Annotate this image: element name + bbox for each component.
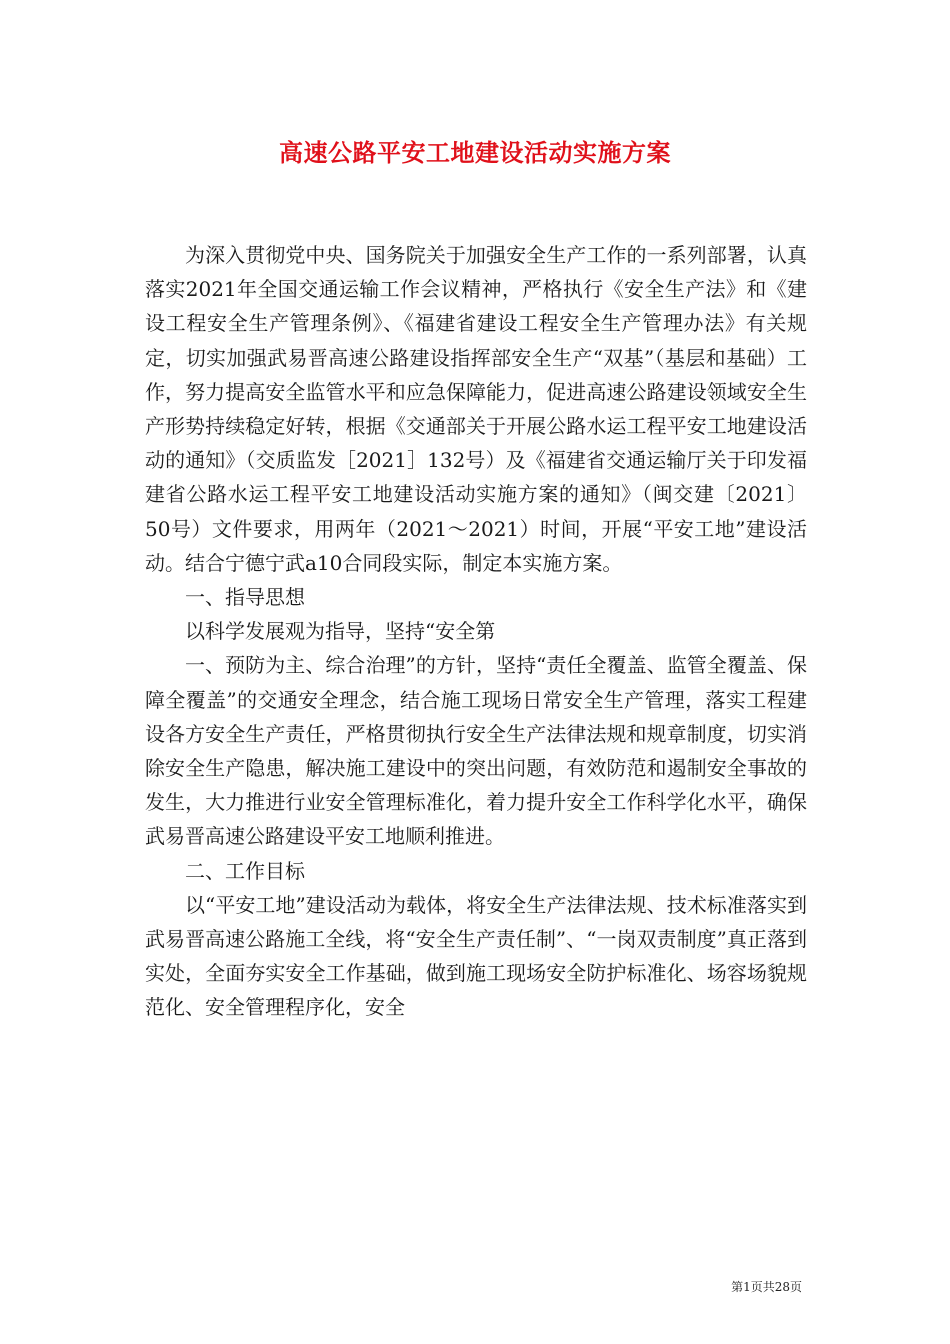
paragraph-principles: 一、预防为主、综合治理”的方针，坚持“责任全覆盖、监管全覆盖、保障全覆盖”的交通安全理念，结合施工现场日常安全生产管理，落实工程建设各方安全生产责任，严格贯彻执行安全生产法律法规和规章制度，切实消除安全生产隐患，解决施工建设中的突出问题，有效防范和遏制安全事故的发生，大力推进行业安全管理标准化，着力提升安全工作科学化水平，确保武易晋高速公路建设平安工地顺利推进。 xyxy=(145,653,807,849)
heading-guiding-ideology: 一、指导思想 xyxy=(185,585,305,610)
heading-work-goals: 二、工作目标 xyxy=(185,858,305,883)
document-title: 高速公路平安工地建设活动实施方案 xyxy=(279,138,671,167)
paragraph-intro: 为深入贯彻党中央、国务院关于加强安全生产工作的一系列部署，认真落实2021年全国交通运输工作会议精神，严格执行《安全生产法》和《建设工程安全生产管理条例》、《福建省建设工程安全生产管理办法》有关规定，切实加强武易晋高速公路建设指挥部安全生产“双基”（基层和基础）工作，努力提高安全监管水平和应急保障能力，促进高速公路建设领域安全生产形势持续稳定好转，根据《交通部关于开展公路水运工程平安工地建设活动的通知》（交质监发［2021］132号）及《福建省交通运输厅关于印发福建省公路水运工程平安工地建设活动实施方案的通知》（闽交建〔2021〕50号）文件要求，用两年（2021～2021）时间，开展“平安工地”建设活动。结合宁德宁武a10合同段实际，制定本实施方案。 xyxy=(145,243,807,575)
page-number-footer: 第1页共28页 xyxy=(731,1280,802,1294)
paragraph-guidance: 以科学发展观为指导，坚持“安全第 xyxy=(185,619,496,644)
document-body xyxy=(145,238,807,1025)
paragraph-goals: 以“平安工地”建设活动为载体，将安全生产法律法规、技术标准落实到武易晋高速公路施工全线，将“安全生产责任制”、“一岗双责制度”真正落到实处，全面夯实安全工作基础，做到施工现场安全防护标准化、场容场貌规范化、安全管理程序化，安全 xyxy=(145,892,807,1020)
